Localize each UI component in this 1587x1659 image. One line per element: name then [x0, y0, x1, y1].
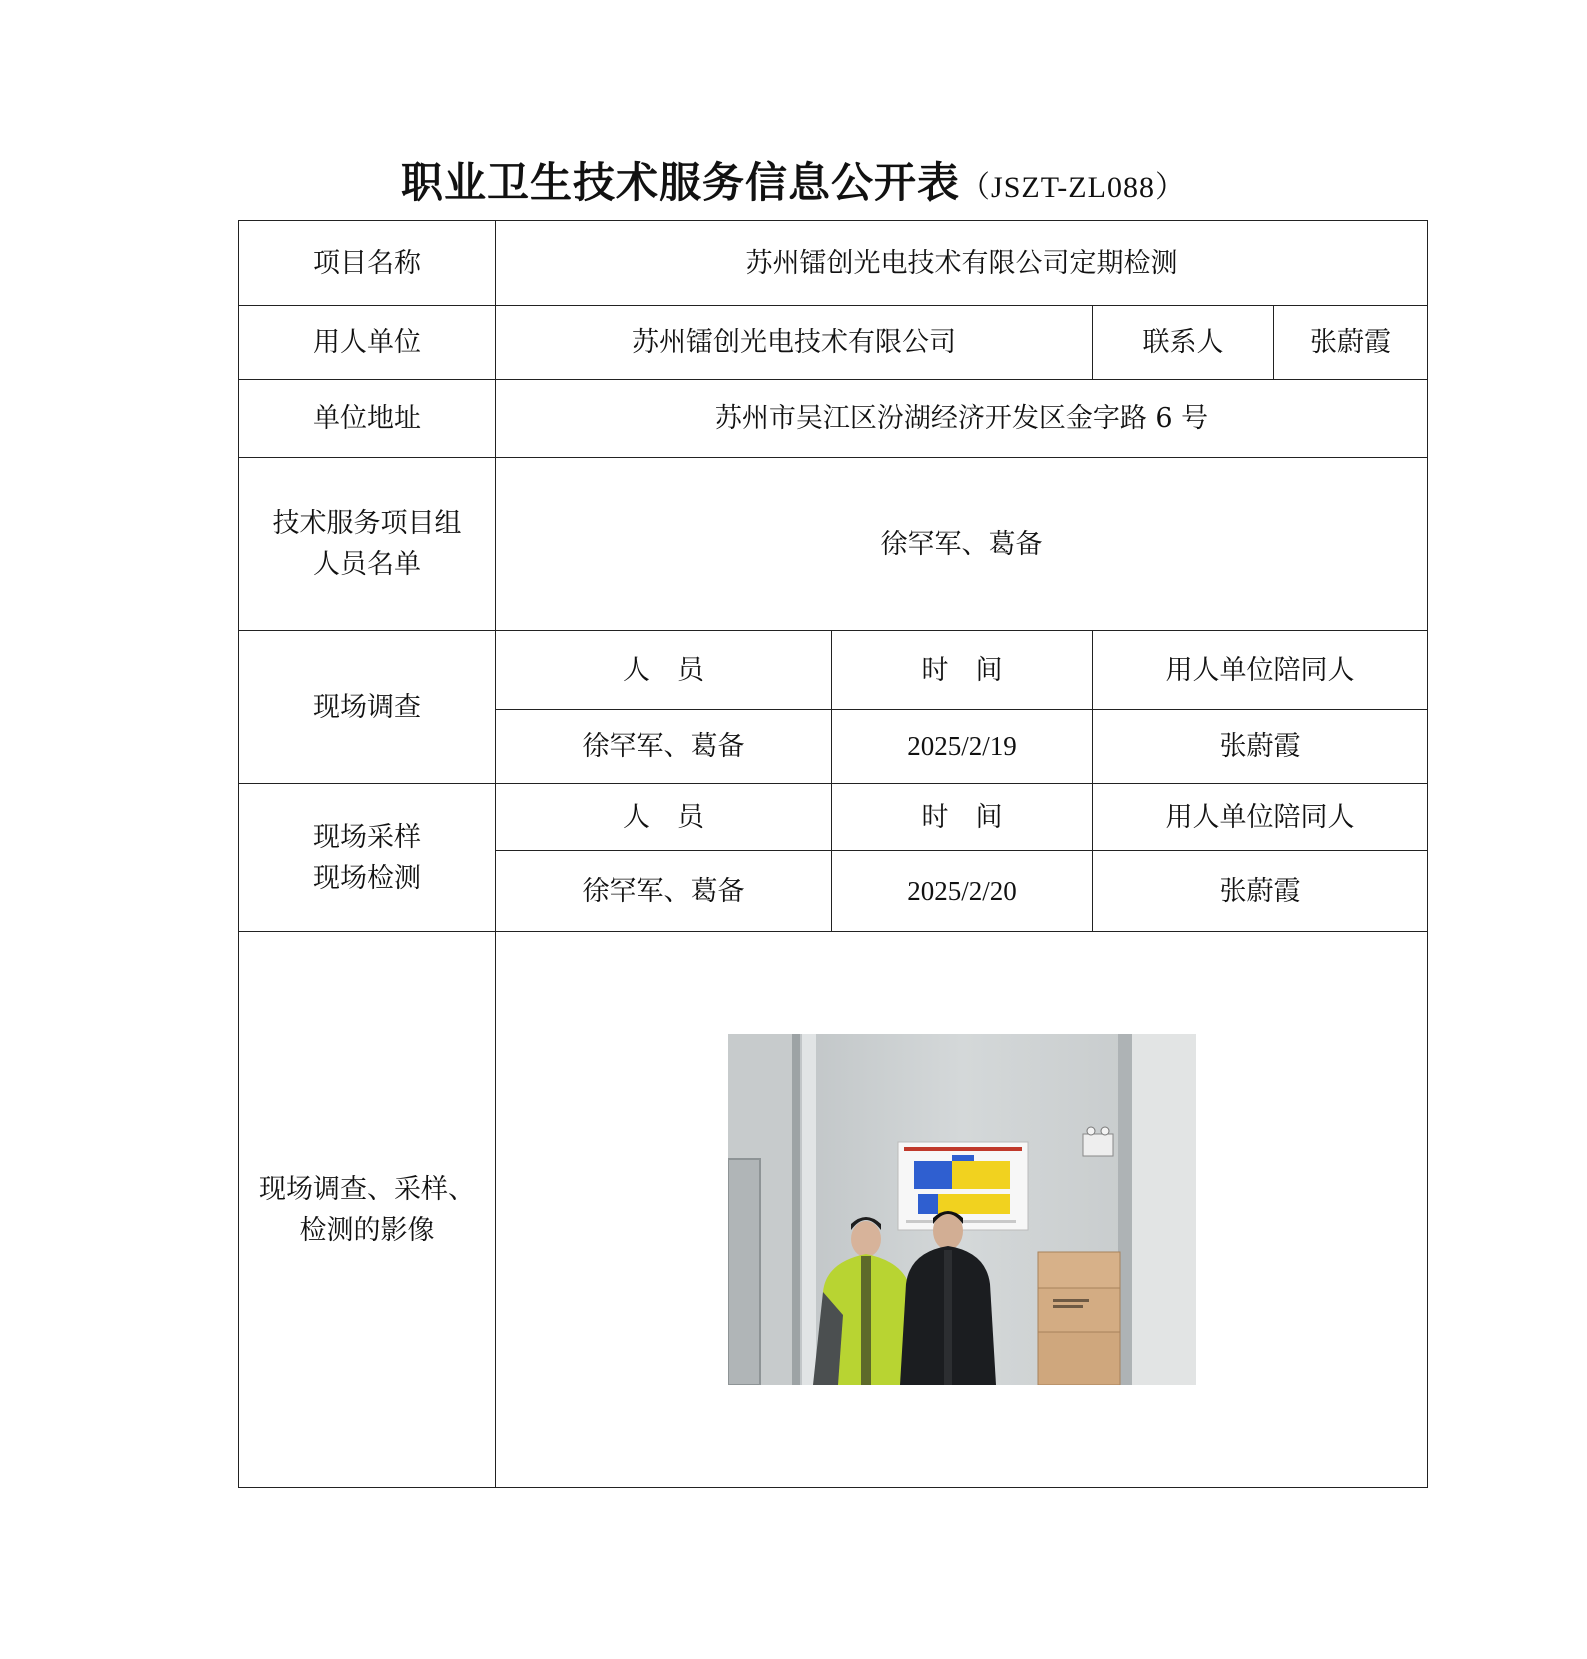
sampling-label	[239, 784, 496, 932]
survey-time: 2025/2/19	[832, 710, 1093, 784]
title-text: 职业卫生技术服务信息公开表	[401, 158, 961, 207]
survey-time-header: 时 间	[832, 631, 1093, 710]
document-code: （JSZT-ZL088）	[960, 171, 1186, 204]
sampling-header-row	[239, 784, 1428, 851]
employer-value: 苏州镭创光电技术有限公司	[496, 306, 1093, 380]
risk-map-poster	[898, 1142, 1028, 1230]
team-row	[239, 458, 1428, 631]
project-name-row	[239, 221, 1428, 306]
images-label-line1: 现场调查、采样、	[259, 1173, 475, 1205]
contact-value: 张蔚霞	[1274, 306, 1428, 380]
survey-person-header: 人 员	[496, 631, 832, 710]
info-table	[238, 220, 1428, 1488]
employer-label: 用人单位	[239, 306, 496, 380]
team-label-line2: 人员名单	[313, 549, 421, 580]
sampling-person: 徐罕军、葛备	[496, 851, 832, 932]
team-label	[239, 458, 496, 631]
address-label: 单位地址	[239, 380, 496, 458]
document-title	[0, 150, 1587, 210]
employer-row	[239, 306, 1428, 380]
survey-header-row	[239, 631, 1428, 710]
project-name-label: 项目名称	[239, 221, 496, 306]
sampling-label-line2: 现场检测	[313, 862, 421, 894]
team-label-line1: 技术服务项目组	[272, 508, 462, 539]
images-cell	[496, 932, 1428, 1488]
sampling-label-line1: 现场采样	[313, 821, 421, 853]
address-value: 苏州市吴江区汾湖经济开发区金字路 6 号	[496, 380, 1428, 458]
photo-wrap	[496, 1034, 1427, 1385]
site-photo	[728, 1034, 1196, 1385]
team-value: 徐罕军、葛备	[496, 458, 1428, 631]
survey-person: 徐罕军、葛备	[496, 710, 832, 784]
sampling-time-header: 时 间	[832, 784, 1093, 851]
images-label	[239, 932, 496, 1488]
images-label-line2: 检测的影像	[299, 1214, 435, 1246]
survey-accompany: 张蔚霞	[1093, 710, 1428, 784]
contact-label: 联系人	[1093, 306, 1274, 380]
sampling-accompany-header: 用人单位陪同人	[1093, 784, 1428, 851]
address-row	[239, 380, 1428, 458]
survey-accompany-header: 用人单位陪同人	[1093, 631, 1428, 710]
survey-label: 现场调查	[239, 631, 496, 784]
sampling-accompany: 张蔚霞	[1093, 851, 1428, 932]
project-name-value: 苏州镭创光电技术有限公司定期检测	[496, 221, 1428, 306]
sampling-person-header: 人 员	[496, 784, 832, 851]
cardboard-boxes	[1038, 1252, 1120, 1385]
images-row	[239, 932, 1428, 1488]
sampling-time: 2025/2/20	[832, 851, 1093, 932]
